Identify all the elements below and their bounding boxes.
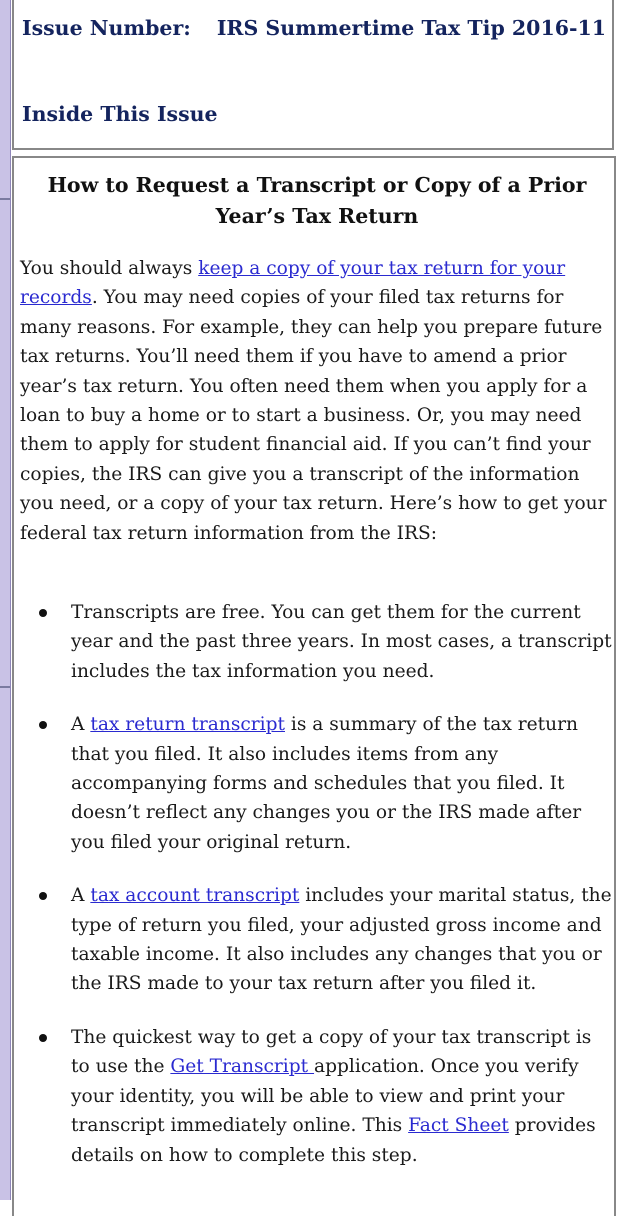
issue-number-line <box>22 12 612 44</box>
bullet-dot-icon <box>39 609 47 617</box>
bullet-text-middle: application. Once you verify your identity, you will be able to view and print your transcript immediately online. This <box>71 1056 579 1137</box>
article-title: How to Request a Transcript or Copy of a Prior Year’s Tax Return <box>47 173 587 228</box>
left-frame-divider <box>0 686 10 688</box>
intro-paragraph <box>20 254 618 548</box>
left-frame-strip <box>0 0 11 1200</box>
bullet-text-after: provides details on how to complete this step. <box>71 1115 596 1166</box>
issue-header <box>12 0 614 150</box>
issue-label: Issue Number: <box>22 16 191 40</box>
bullet-text: Transcripts are free. You can get them for the current year and the past three years. In most cases, a transcript includes the tax information you need. <box>71 602 612 682</box>
bullet-text-after: includes your marital status, the type of return you filed, your adjusted gross income and taxable income. It also includes any changes that you or the IRS made to your tax return after you filed it. <box>71 885 612 995</box>
fact-sheet-link[interactable]: Fact Sheet <box>408 1115 509 1137</box>
inside-this-issue-heading: Inside This Issue <box>22 102 218 126</box>
left-frame-divider <box>0 198 10 200</box>
bullet-tax-return-transcript <box>14 710 614 857</box>
bullet-text-after: is a summary of the tax return that you filed. It also includes items from any accompanying forms and schedules that you filed. It doesn’t reflect any changes you or the IRS made after you filed your original return. <box>71 714 582 853</box>
info-bullet-list <box>14 598 614 1194</box>
get-transcript-link[interactable]: Get Transcript <box>170 1056 315 1078</box>
bullet-text-before: A <box>71 885 91 907</box>
bullet-transcripts-free <box>14 598 614 686</box>
bullet-dot-icon <box>39 1034 47 1042</box>
issue-value: IRS Summertime Tax Tip 2016-11 <box>216 16 607 40</box>
bullet-tax-account-transcript <box>14 881 614 999</box>
keep-copy-link[interactable]: keep a copy of your tax return for your records <box>20 258 566 309</box>
article-panel <box>12 156 616 1216</box>
tax-return-transcript-link[interactable]: tax return transcript <box>90 714 285 736</box>
bullet-text-before: A <box>71 714 91 736</box>
tax-account-transcript-link[interactable]: tax account transcript <box>90 885 300 907</box>
bullet-get-transcript <box>14 1023 614 1170</box>
intro-text-before: You should always <box>20 258 199 279</box>
bullet-text-before: The quickest way to get a copy of your tax transcript is to use the <box>71 1026 592 1078</box>
intro-text-after: . You may need copies of your filed tax returns for many reasons. For example, they can help you prepare future tax returns. You’ll need them if you have to amend a prior year’s tax return. You often need them when you apply for a loan to buy a home or to start a business. Or, you may need them to apply for student financial aid. If you can’t find your copies, the IRS can give you a transcript of the information you need, or a copy of your tax return. Here’s how to get your federal tax return information from the IRS: <box>20 287 607 544</box>
bullet-dot-icon <box>39 892 47 900</box>
bullet-dot-icon <box>39 721 47 729</box>
